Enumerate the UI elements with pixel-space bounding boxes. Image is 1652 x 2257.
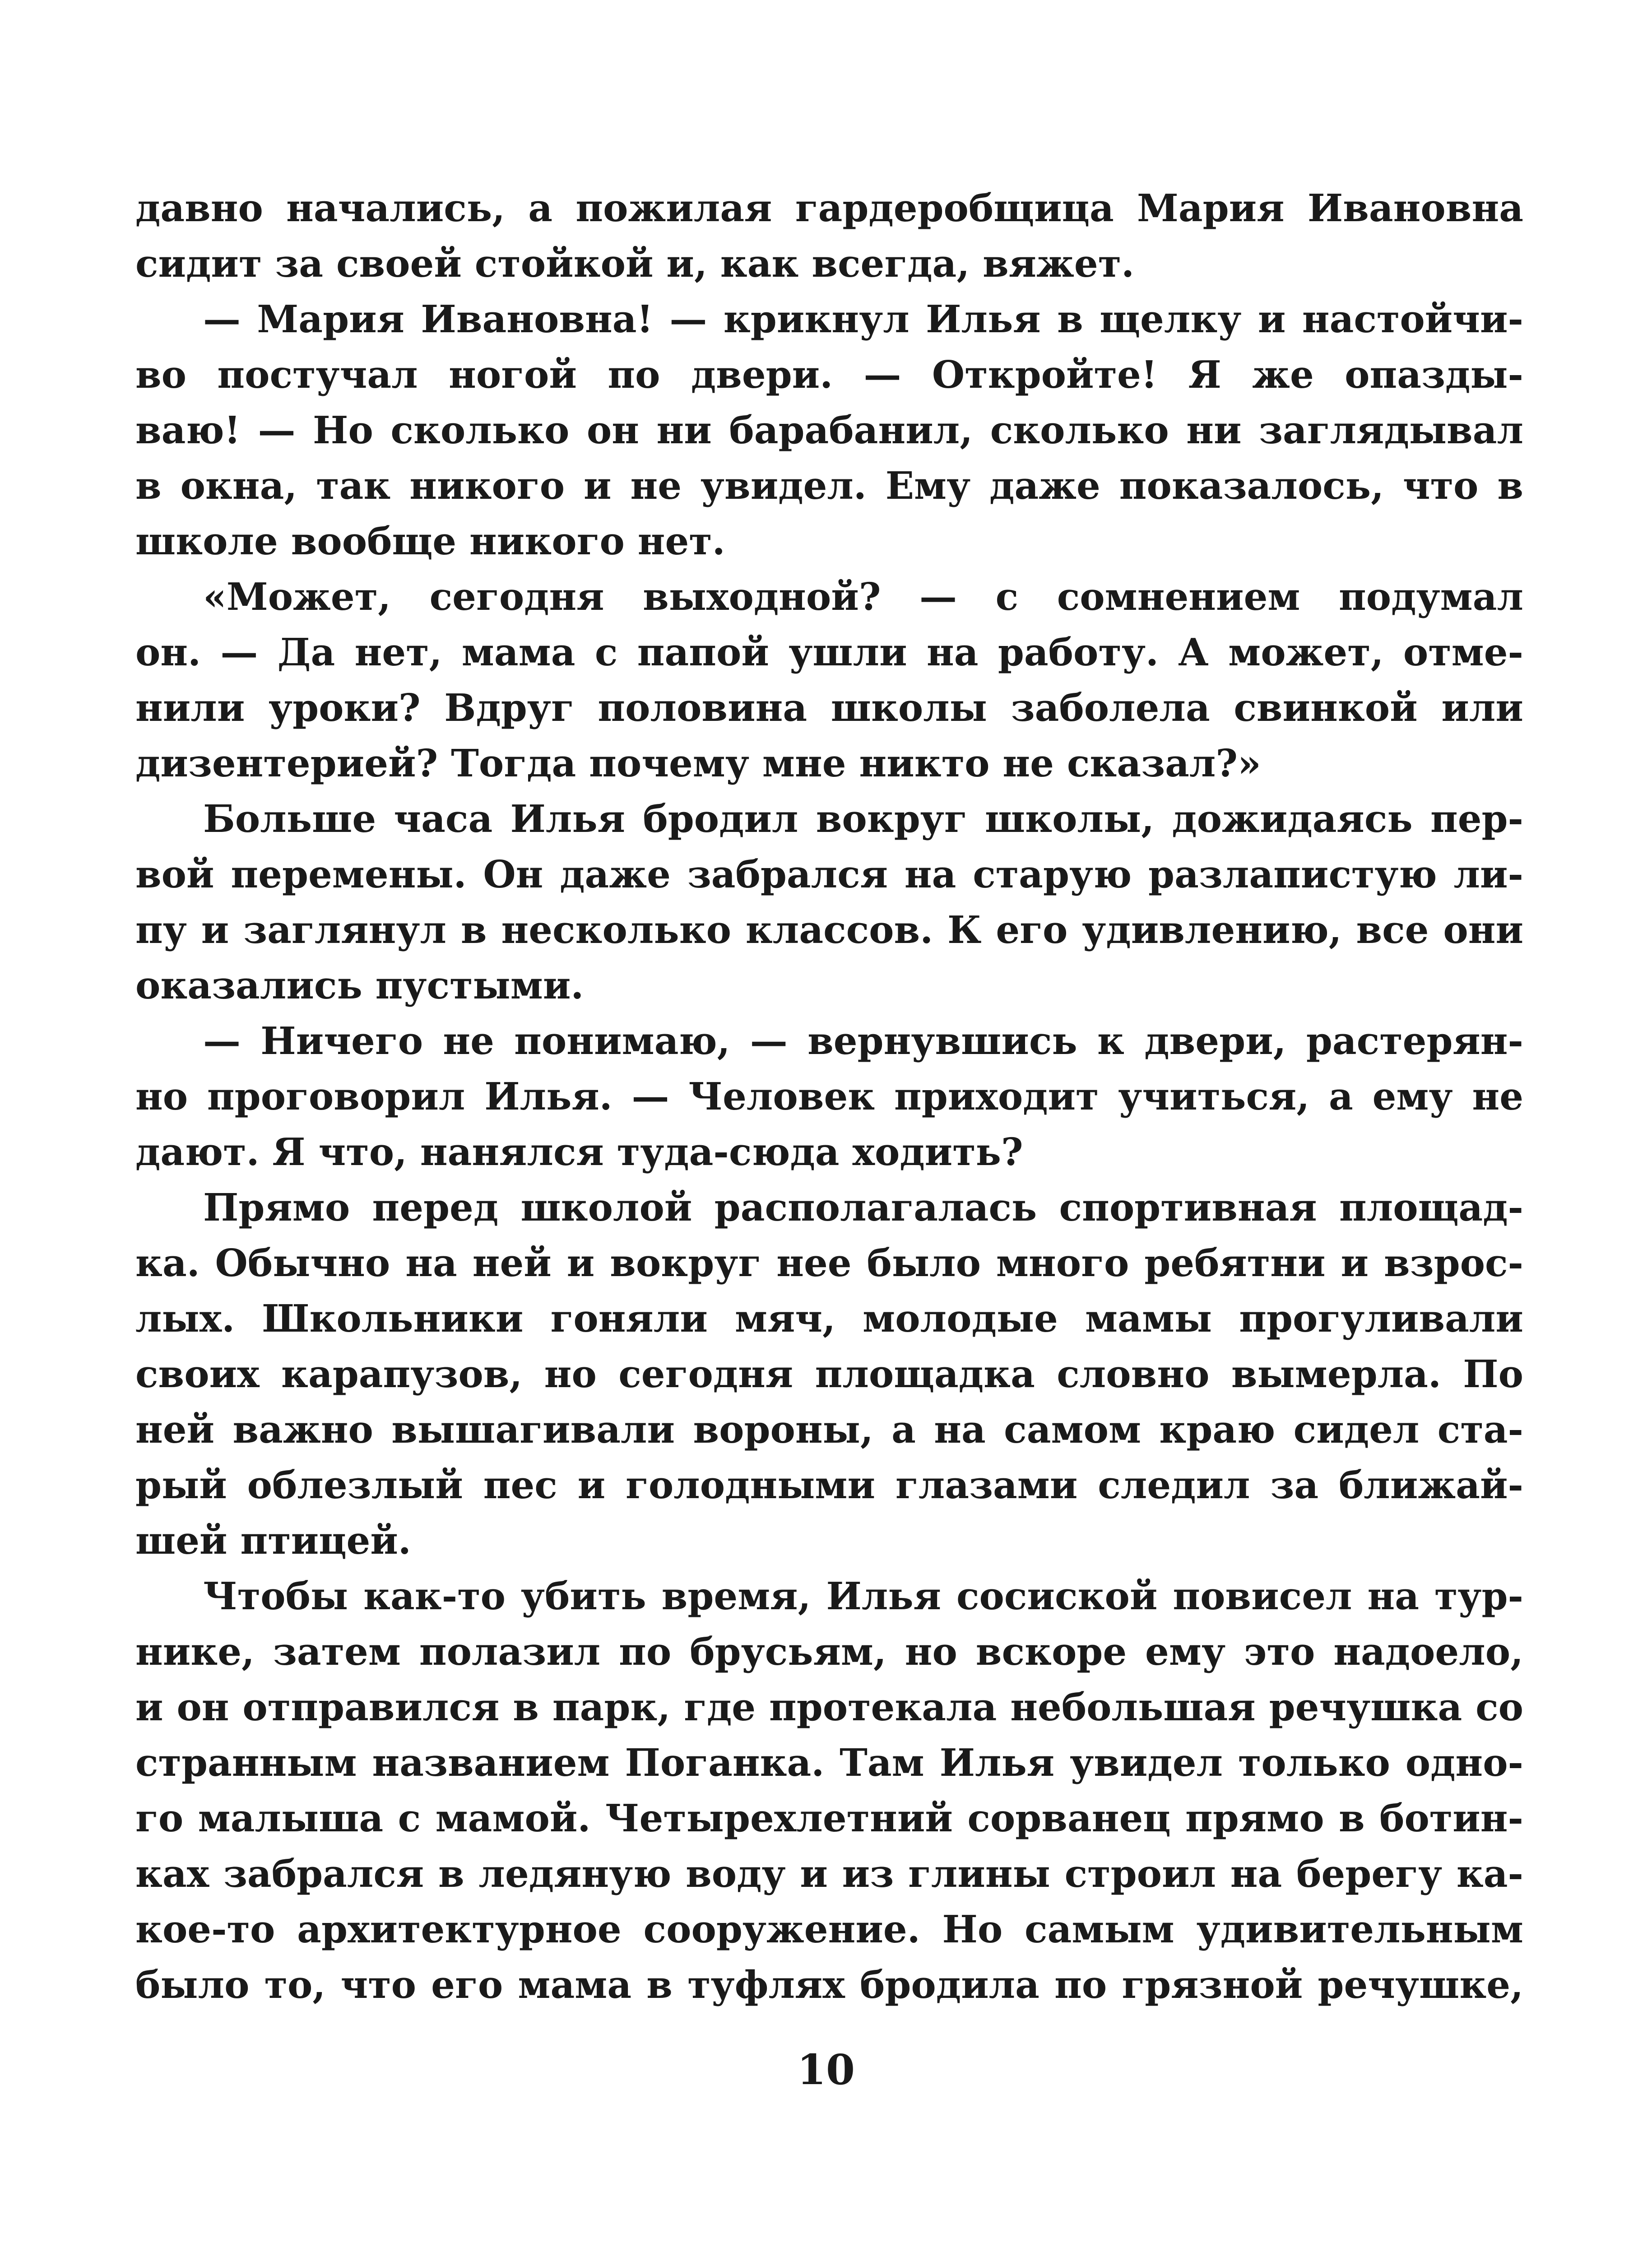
text-line: Больше часа Илья бродил вокруг школы, дожидаясь пер- <box>203 797 1523 841</box>
page-number: 10 <box>797 2045 855 2094</box>
text-line: во постучал ногой по двери. — Откройте! Я же опазды- <box>135 353 1523 397</box>
text-line: оказались пустыми. <box>135 963 584 1008</box>
text-line: и он отправился в парк, где протекала небольшая речушка со <box>135 1685 1523 1729</box>
text-line: пу и заглянул в несколько классов. К его удивлению, все они <box>135 908 1523 952</box>
text-line: было то, что его мама в туфлях бродила по грязной речушке, <box>135 1963 1523 2007</box>
text-line: — Ничего не понимаю, — вернувшись к двери, растерян- <box>203 1019 1523 1063</box>
text-line: ках забрался в ледяную воду и из глины строил на берегу ка- <box>135 1852 1523 1896</box>
text-line: лых. Школьники гоняли мяч, молодые мамы прогуливали <box>135 1296 1523 1341</box>
text-line: «Может, сегодня выходной? — с сомнением подумал <box>203 575 1523 619</box>
text-line: нили уроки? Вдруг половина школы заболела свинкой или <box>135 686 1523 730</box>
text-line: ваю! — Но сколько он ни барабанил, сколько ни заглядывал <box>135 408 1523 452</box>
text-line: школе вообще никого нет. <box>135 519 725 563</box>
text-line: дизентерией? Тогда почему мне никто не сказал?» <box>135 741 1261 785</box>
text-line: нике, затем полазил по брусьям, но вскоре ему это надоело, <box>135 1630 1523 1674</box>
text-line: он. — Да нет, мама с папой ушли на работу. А может, отме- <box>135 630 1523 674</box>
text-line: дают. Я что, нанялся туда-сюда ходить? <box>135 1130 1023 1174</box>
text-line: ка. Обычно на ней и вокруг нее было много ребятни и взрос- <box>135 1241 1523 1285</box>
text-line: рый облезлый пес и голодными глазами следил за ближай- <box>135 1463 1523 1507</box>
text-line: давно начались, а пожилая гардеробщица Мария Ивановна <box>135 186 1523 230</box>
text-line: но проговорил Илья. — Человек приходит учиться, а ему не <box>135 1074 1523 1119</box>
text-line: шей птицей. <box>135 1519 411 1563</box>
text-line: вой перемены. Он даже забрался на старую разлапистую ли- <box>135 852 1523 896</box>
text-line: в окна, так никого и не увидел. Ему даже показалось, что в <box>135 464 1523 508</box>
text-line: ней важно вышагивали вороны, а на самом краю сидел ста- <box>135 1407 1523 1452</box>
text-line: своих карапузов, но сегодня площадка словно вымерла. По <box>135 1352 1523 1396</box>
text-line: Чтобы как-то убить время, Илья сосиской повисел на тур- <box>203 1574 1523 1618</box>
body-text <box>135 181 1523 2013</box>
text-line: Прямо перед школой располагалась спортивная площад- <box>203 1185 1523 1230</box>
text-line: сидит за своей стойкой и, как всегда, вяжет. <box>135 241 1135 286</box>
text-line: кое-то архитектурное сооружение. Но самым удивительным <box>135 1907 1523 1951</box>
text-line: странным названием Поганка. Там Илья увидел только одно- <box>135 1741 1523 1785</box>
text-line: — Мария Ивановна! — крикнул Илья в щелку и настойчи- <box>203 297 1523 341</box>
text-line: го малыша с мамой. Четырехлетний сорванец прямо в ботин- <box>135 1796 1523 1840</box>
